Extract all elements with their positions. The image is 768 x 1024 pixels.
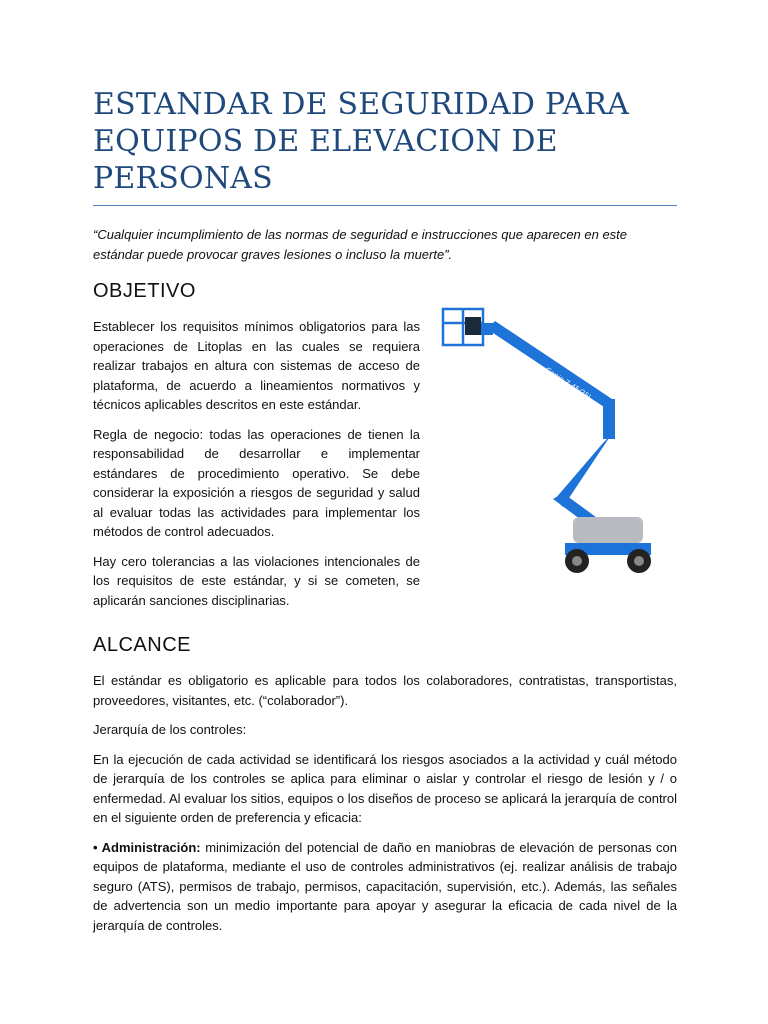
alcance-bullet-administracion — [93, 838, 677, 936]
lift-brand-label: Genie Z-45/25J — [543, 365, 592, 402]
control-box — [465, 317, 481, 335]
bullet-text: minimización del potencial de daño en maniobras de elevación de personas con equipos de plataforma, mediante el uso de controles administrativos (ej. realizar análisis de trabajo seguro (ATS), permisos de trabajo, permisos, capacitación, supervisión, etc.). Además, las señales de advertencia son un medio importante para apoyar y asegurar la eficacia de cada nivel de la jerarquía de controles. — [93, 839, 677, 933]
objetivo-text — [93, 317, 420, 610]
warning-quote: “Cualquier incumplimiento de las normas de seguridad e instrucciones que aparecen en este estándar puede provocar graves lesiones o incluso la muerte”. — [93, 227, 628, 262]
objetivo-paragraph-2: Regla de negocio: todas las operaciones de tienen la responsabilidad de desarrollar e implementar estándares de procedimiento operativo. Se debe considerar la exposición a riesgos de seguridad y salud al evaluar todas las actividades para implementar los métodos de control adecuados. — [93, 426, 420, 539]
bullet-lead: • Administración: — [93, 839, 201, 855]
objetivo-section — [93, 317, 677, 617]
section-heading-alcance: ALCANCE — [93, 634, 191, 656]
document-page — [93, 86, 677, 935]
alcance-section — [93, 671, 677, 935]
section-heading-objetivo: OBJETIVO — [93, 280, 196, 302]
alcance-paragraph-3: En la ejecución de cada actividad se identificará los riesgos asociados a la actividad y cuál método de jerarquía de los controles se aplica para eliminar o aislar y controlar el riesgo de lesión y / o enfermedad. Al evaluar los sitios, equipos o los diseños de proceso se aplicará la jerarquía de control en el siguiente orden de preferencia y eficacia: — [93, 751, 677, 825]
title-underline — [93, 205, 677, 206]
objetivo-paragraph-3: Hay cero tolerancias a las violaciones intencionales de los requisitos de este estándar, y si se cometen, se aplicarán sanciones disciplinarias. — [93, 553, 420, 608]
chassis — [573, 517, 643, 543]
boom-lift-image — [435, 303, 665, 593]
alcance-paragraph-2: Jerarquía de los controles: — [93, 722, 247, 737]
upper-boom — [487, 321, 615, 409]
objetivo-paragraph-1: Establecer los requisitos mínimos obligatorios para las operaciones de Litoplas en las cuales se requiera realizar trabajos en altura con sistemas de acceso de plataforma, de acuerdo a lineamientos normativos y técnicos aplicables descritos en este estándar. — [93, 319, 420, 412]
alcance-paragraph-1: El estándar es obligatorio es aplicable para todos los colaboradores, contratistas, transportistas, proveedores, visitantes, etc. (“colaborador”). — [93, 673, 677, 708]
document-title: ESTANDAR DE SEGURIDAD PARA EQUIPOS DE ELEVACION DE PERSONAS — [93, 87, 630, 196]
